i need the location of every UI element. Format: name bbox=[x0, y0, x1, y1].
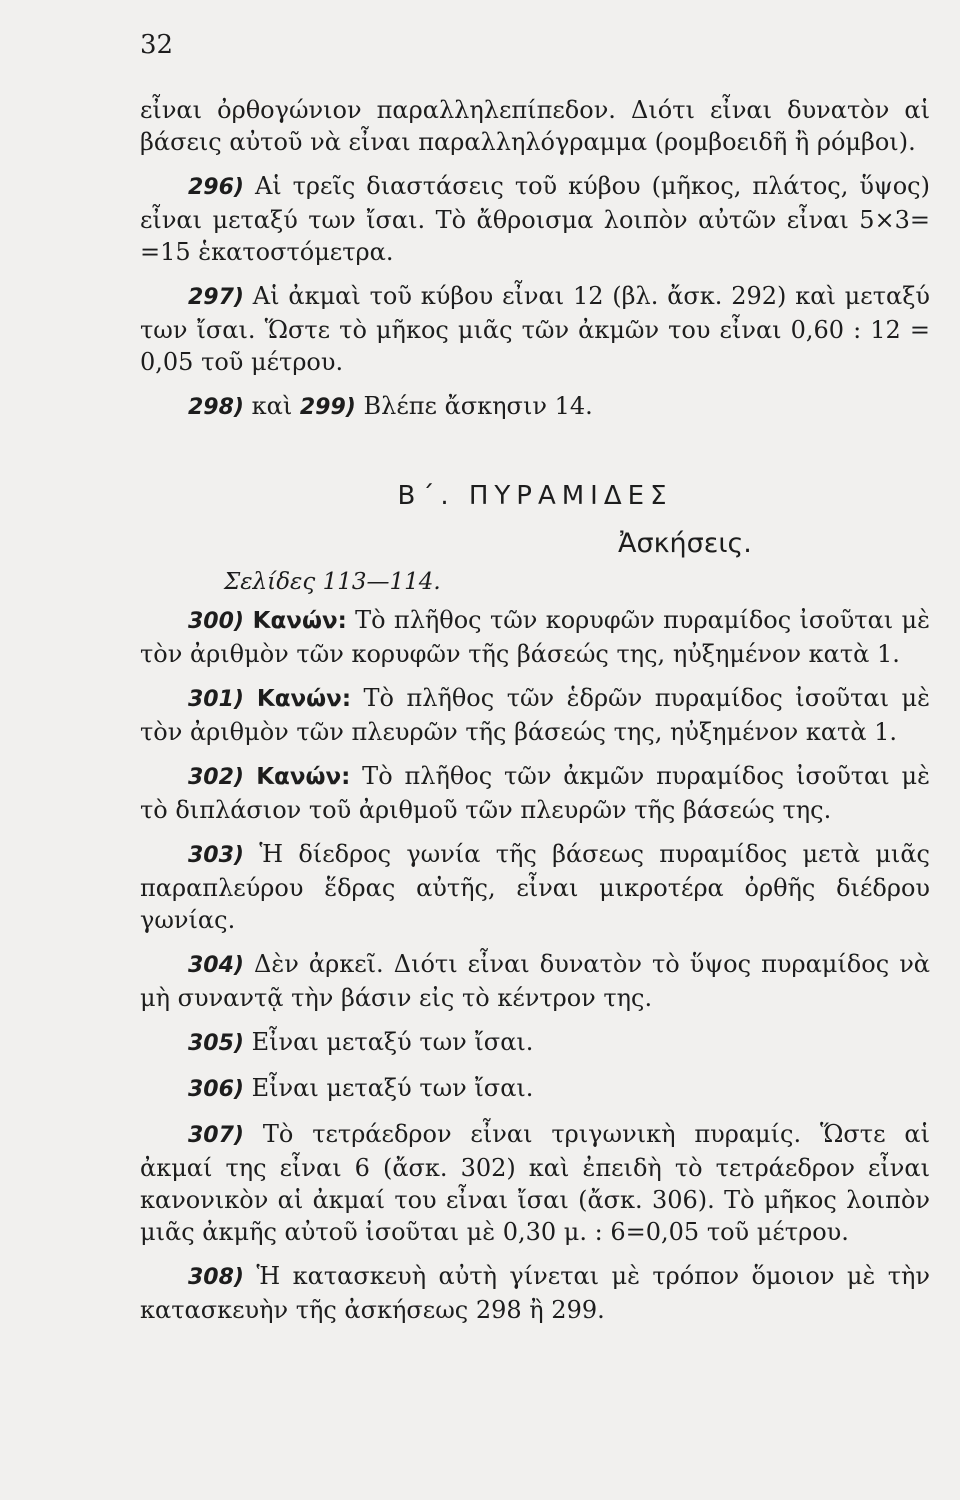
paragraph-text: Αἱ τρεῖς διαστάσεις τοῦ κύβου (μῆκος, πλάτος, ὕψος) εἶναι μεταξύ των ἴσαι. Τὸ ἄθροισμα λοιπὸν αὐτῶν εἶναι 5×3= =15 ἑκατοστόμετρα. bbox=[140, 172, 930, 266]
paragraph-text: Ἡ δίεδρος γωνία τῆς βάσεως πυραμίδος μετὰ μιᾶς παραπλεύρου ἕδρας αὐτῆς, εἶναι μικροτέρα ὀρθῆς διέδρου γωνίας. bbox=[140, 840, 930, 934]
exercises-title: Ἀσκήσεις. bbox=[618, 528, 752, 559]
sub-heading bbox=[140, 526, 930, 596]
paragraph-306 bbox=[140, 1072, 930, 1106]
paragraph-298-299 bbox=[140, 390, 930, 424]
section-title: Β΄. ΠΥΡΑΜΙΔΕΣ bbox=[397, 481, 673, 511]
paragraph-296 bbox=[140, 170, 930, 268]
rule-label: Κανών: bbox=[243, 686, 352, 712]
exercise-number: 298) bbox=[188, 395, 244, 420]
rule-label: Κανών: bbox=[243, 764, 351, 790]
paragraph-307 bbox=[140, 1118, 930, 1248]
paragraph-304 bbox=[140, 948, 930, 1014]
paragraph-305 bbox=[140, 1026, 930, 1060]
pages-reference: Σελίδες 113—114. bbox=[224, 569, 441, 595]
paragraph-continued bbox=[140, 94, 930, 158]
paragraph-text: Αἱ ἀκμαὶ τοῦ κύβου εἶναι 12 (βλ. ἄσκ. 292) καὶ μεταξύ των ἴσαι. Ὥστε τὸ μῆκος μιᾶς τῶν ἀκμῶν του εἶναι 0,60 : 12 = 0,05 τοῦ μέτρου. bbox=[140, 282, 930, 376]
paragraph-text: Τὸ πλῆθος τῶν ἀκμῶν πυραμίδος ἰσοῦται μὲ τὸ διπλάσιον τοῦ ἀριθμοῦ τῶν πλευρῶν τῆς βάσεώς της. bbox=[140, 762, 930, 824]
paragraph-text: Τὸ πλῆθος τῶν ἑδρῶν πυραμίδος ἰσοῦται μὲ τὸν ἀριθμὸν τῶν πλευρῶν τῆς βάσεώς της, ηὐξημένον κατὰ 1. bbox=[140, 684, 930, 746]
exercise-number: 305) bbox=[188, 1031, 244, 1056]
paragraph-text: Ἡ κατασκευὴ αὐτὴ γίνεται μὲ τρόπον ὅμοιον μὲ τὴν κατασκευὴν τῆς ἀσκήσεως 298 ἢ 299. bbox=[140, 1262, 930, 1324]
paragraph-text: Δὲν ἀρκεῖ. Διότι εἶναι δυνατὸν τὸ ὕψος πυραμίδος νὰ μὴ συναντᾷ τὴν βάσιν εἰς τὸ κέντρον της. bbox=[140, 950, 930, 1012]
exercise-number: 301) bbox=[188, 687, 244, 712]
exercise-number: 304) bbox=[188, 953, 244, 978]
rule-label: Κανών: bbox=[243, 608, 347, 634]
exercise-number: 306) bbox=[188, 1077, 244, 1102]
paragraph-303 bbox=[140, 838, 930, 936]
paragraph-text: Τὸ πλῆθος τῶν κορυφῶν πυραμίδος ἰσοῦται μὲ τὸν ἀριθμὸν τῶν κορυφῶν τῆς βάσεώς της, ηὐξημένον κατὰ 1. bbox=[140, 606, 930, 668]
paragraph-301 bbox=[140, 682, 930, 748]
paragraph-text: Βλέπε ἄσκησιν 14. bbox=[355, 392, 593, 420]
page-body bbox=[140, 94, 930, 1326]
paragraph-text: Τὸ τετράεδρον εἶναι τριγωνικὴ πυραμίς. Ὥστε αἱ ἀκμαί της εἶναι 6 (ἄσκ. 302) καὶ ἐπειδὴ τὸ τετράεδρον εἶναι κανονικὸν αἱ ἀκμαί του εἶναι ἴσαι (ἄσκ. 306). Τὸ μῆκος λοιπὸν μιᾶς ἀκμῆς αὐτοῦ ἰσοῦται μὲ 0,30 μ. : 6=0,05 τοῦ μέτρου. bbox=[140, 1120, 930, 1246]
paragraph-text: εἶναι ὀρθογώνιον παραλληλεπίπεδον. Διότι εἶναι δυνατὸν αἱ βάσεις αὐτοῦ νὰ εἶναι παραλληλόγραμμα (ρομβοειδῆ ἢ ρόμβοι). bbox=[140, 96, 930, 156]
exercise-number: 308) bbox=[188, 1265, 244, 1290]
paragraph-300 bbox=[140, 604, 930, 670]
paragraph-308 bbox=[140, 1260, 930, 1326]
connector-text: καὶ bbox=[243, 392, 300, 420]
exercise-number: 300) bbox=[188, 609, 244, 634]
exercise-number: 303) bbox=[188, 843, 244, 868]
exercise-number: 307) bbox=[188, 1123, 244, 1148]
paragraph-302 bbox=[140, 760, 930, 826]
exercise-number: 302) bbox=[188, 765, 244, 790]
paragraph-text: Εἶναι μεταξύ των ἴσαι. bbox=[243, 1074, 534, 1102]
exercises-list bbox=[140, 604, 930, 1326]
exercise-number: 297) bbox=[188, 285, 244, 310]
paragraph-text: Εἶναι μεταξύ των ἴσαι. bbox=[243, 1028, 534, 1056]
exercise-number: 299) bbox=[299, 395, 356, 420]
page-number: 32 bbox=[140, 30, 174, 60]
paragraph-297 bbox=[140, 280, 930, 378]
exercise-number: 296) bbox=[188, 175, 244, 200]
